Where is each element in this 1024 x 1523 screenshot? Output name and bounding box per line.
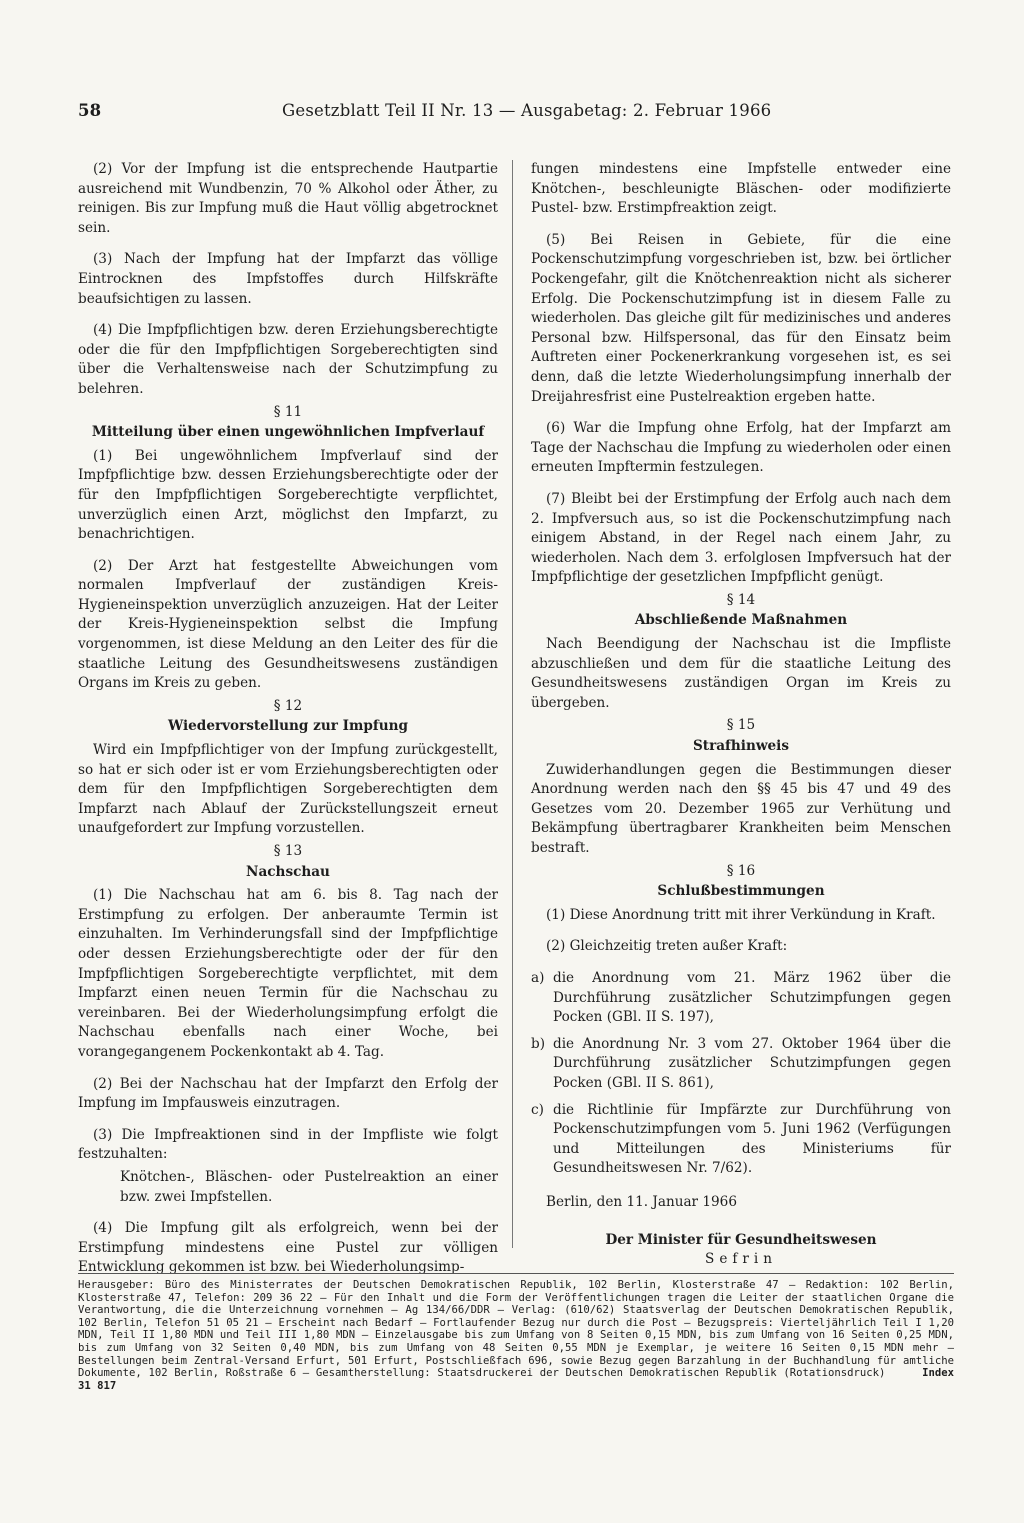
paragraph: (1) Die Nachschau hat am 6. bis 8. Tag nach der Erstimpfung zu erfolgen. Der anberaumte Termin ist einzuhalten. Im Verhinderungsfall sind der Impfpflichtige oder dessen Erziehungsberechtigte oder der für den Impfpflichtigen Sorgeberechtigte verpflichtet, mit dem Impfarzt einen neuen Termin für die Nachschau zu vereinbaren. Bei der Wiederholungsimpfung erfolgt die Nachschau ebenfalls nach einer Woche, bei vorangegangenem Pockenkontakt ab 4. Tag. [78, 887, 498, 1060]
section-number: § 16 [726, 862, 756, 879]
section-number: § 13 [273, 843, 303, 859]
list-item [531, 969, 951, 1028]
paragraph: Wird ein Impfpflichtiger von der Impfung zurückgestellt, so hat er sich oder ist er vom Erziehungsberechtigten oder dem für den Impfpflichtigen Sorgeberechtigten dem Impfarzt nach Ablauf der Zurückstellungszeit erneut unaufgefordert zur Impfung vorzustellen. [78, 742, 498, 837]
list-marker: a) [531, 969, 545, 986]
section-number: § 11 [273, 403, 303, 420]
publisher-imprint [78, 1273, 954, 1392]
column-divider [512, 160, 513, 1248]
paragraph: (2) Der Arzt hat festgestellte Abweichungen vom normalen Impfverlauf der zuständigen Kreis-Hygieneinspektion unverzüglich anzuzeigen. Hat der Leiter der Kreis-Hygieneinspektion selbst die Impfung vorgenommen, ist diese Meldung an den Leiter des für die staatliche Leitung des Gesundheitswesens zuständigen Organs im Kreis zu geben. [78, 557, 498, 692]
paragraph: (3) Nach der Impfung hat der Impfarzt das völlige Eintrocknen des Impfstoffes durch Hilfskräfte beaufsichtigen zu lassen. [78, 251, 498, 307]
index-number: Index 31 817 [78, 1367, 954, 1392]
section-title: Nachschau [246, 863, 330, 880]
paragraph: (1) Diese Anordnung tritt mit ihrer Verkündung in Kraft. [546, 906, 936, 923]
paragraph: (4) Die Impfung gilt als erfolgreich, wenn bei der Erstimpfung mindestens eine Pustel zur völligen Entwicklung gekommen ist bzw. bei Wiederholungsimp- [78, 1220, 498, 1276]
section-number: § 14 [726, 591, 756, 608]
section-title: Abschließende Maßnahmen [634, 612, 848, 629]
page-number: 58 [78, 101, 102, 120]
paragraph: Nach Beendigung der Nachschau ist die Impfliste abzuschließen und dem für die staatliche Leitung des Gesundheitswesens zuständigen Organ im Kreis zu übergeben. [531, 636, 951, 711]
right-column [531, 160, 951, 1270]
dateline: Berlin, den 11. Januar 1966 [546, 1193, 737, 1210]
paragraph: (6) War die Impfung ohne Erfolg, hat der Impfarzt am Tage der Nachschau die Impfung zu wiederholen oder einen erneuten Impftermin festzulegen. [531, 420, 951, 476]
header-title: Gesetzblatt Teil II Nr. 13 — Ausgabetag: 2. Februar 1966 [282, 101, 772, 120]
repeal-list [531, 969, 951, 1179]
list-marker: b) [531, 1035, 546, 1052]
list-marker: c) [531, 1101, 544, 1118]
list-text: die Anordnung Nr. 3 vom 27. Oktober 1964 über die Durchführung zusätzlicher Schutzimpfungen gegen Pocken (GBl. II S. 861), [553, 1035, 951, 1091]
paragraph: Zuwiderhandlungen gegen die Bestimmungen dieser Anordnung werden nach den §§ 45 bis 47 und 49 des Gesetzes vom 20. Dezember 1965 zur Verhütung und Bekämpfung übertragbarer Krankheiten beim Menschen bestraft. [531, 761, 951, 856]
quoted-text: Knötchen-, Bläschen- oder Pustelreaktion an einer bzw. zwei Impfstellen. [120, 1168, 498, 1205]
paragraph: (5) Bei Reisen in Gebiete, für die eine Pockenschutzimpfung vorgeschrieben ist, bzw. bei örtlicher Pockengefahr, gilt die Knötchenreaktion nicht als sicherer Erfolg. Die Pockenschutzimpfung ist in diesem Falle zu wiederholen. Das gleiche gilt für medizinisches und anderes Personal bzw. Hilfspersonal, das für den Einsatz beim Auftreten einer Pockenerkrankung vorgesehen ist, es sei denn, daß die letzte Wiederholungsimpfung innerhalb der Dreijahresfrist eine Pustelreaktion ergeben hatte. [531, 231, 951, 405]
section-title: Mitteilung über einen ungewöhnlichen Impfverlauf [91, 424, 485, 441]
paragraph: (7) Bleibt bei der Erstimpfung der Erfolg auch nach dem 2. Impfversuch aus, so ist die Pockenschutzimpfung nach einigem Abstand, in der Regel nach einem Jahr, zu wiederholen. Nach dem 3. erfolglosen Impfversuch hat der Impfpflichtige der gesetzlichen Impfpflicht genügt. [531, 490, 951, 586]
paragraph: (1) Bei ungewöhnlichem Impfverlauf sind der Impfpflichtige bzw. dessen Erziehungsberechtigte oder der für den Impfpflichtigen Sorgeberechtigte verpflichtet, unverzüglich einen Arzt, möglichst den Impfarzt, zu benachrichtigen. [78, 447, 498, 543]
signer-name: Sefrin [705, 1251, 777, 1268]
list-item [531, 1101, 951, 1179]
left-column [78, 160, 498, 1290]
list-item [531, 1035, 951, 1094]
imprint-text: Herausgeber: Büro des Ministerrates der Deutschen Demokratischen Republik, 102 Berlin, Klosterstraße 47 — Redaktion: 102 Berlin, Klosterstraße 47, Telefon: 209 36 22 — Für den Inhalt und die Form der Veröffentlichungen tragen die Leiter der staatlichen Organe die Verantwortung, die die Unterzeichnung vornehmen — Ag 134/66/DDR — Verlag: (610/62) Staatsverlag der Deutschen Demokratischen Republik, 102 Berlin, Telefon 51 05 21 — Erscheint nach Bedarf — Fortlaufender Bezug nur durch die Post — Bezugspreis: Vierteljährlich Teil I 1,20 MDN, Teil II 1,80 MDN und Teil III 1,80 MDN — Einzelausgabe bis zum Umfang von 8 Seiten 0,15 MDN, bis zum Umfang von 16 Seiten 0,25 MDN, bis zum Umfang von 32 Seiten 0,40 MDN, bis zum Umfang von 48 Seiten 0,55 MDN je Exemplar, je weitere 16 Seiten 0,15 MDN mehr — Bestellungen beim Zentral-Versand Erfurt, 501 Erfurt, Postschließfach 696, sowie Bezug gegen Barzahlung in der Buchhandlung für amtliche Dokumente, 102 Berlin, Roßstraße 6 — Gesamtherstellung: Staatsdruckerei der Deutschen Demokratischen Republik (Rotationsdruck) [78, 1279, 954, 1380]
paragraph: (2) Bei der Nachschau hat der Impfarzt den Erfolg der Impfung im Impfausweis einzutragen. [78, 1075, 498, 1112]
paragraph: (4) Die Impfpflichtigen bzw. deren Erziehungsberechtigte oder die für den Impfpflichtigen Sorgeberechtigten sind über die Verhaltensweise nach der Schutzimpfung zu belehren. [78, 322, 498, 397]
paragraph: (3) Die Impfreaktionen sind in der Impfliste wie folgt festzuhalten: [78, 1126, 498, 1163]
paragraph: fungen mindestens eine Impfstelle entweder eine Knötchen-, beschleunigte Bläschen- oder modifizierte Pustel- bzw. Erstimpfreaktion zeigt. [531, 161, 951, 217]
section-title: Wiedervorstellung zur Impfung [167, 718, 409, 735]
section-number: § 12 [273, 697, 303, 714]
list-text: die Richtlinie für Impfärzte zur Durchführung von Pockenschutzimpfungen vom 5. Juni 1962 (Verfügungen und Mitteilungen des Ministeriums für Gesundheitswesen Nr. 7/62). [553, 1101, 951, 1177]
paragraph: (2) Vor der Impfung ist die entsprechende Hautpartie ausreichend mit Wundbenzin, 70 % Alkohol oder Äther, zu reinigen. Bis zur Impfung muß die Haut völlig abgetrocknet sein. [78, 161, 498, 236]
section-number: § 15 [726, 717, 756, 734]
paragraph: (2) Gleichzeitig treten außer Kraft: [546, 938, 788, 955]
list-text: die Anordnung vom 21. März 1962 über die Durchführung zusätzlicher Schutzimpfungen gegen Pocken (GBl. II S. 197), [553, 969, 951, 1026]
section-title: Strafhinweis [692, 738, 789, 755]
section-title: Schlußbestimmungen [657, 883, 825, 900]
minister-title: Der Minister für Gesundheitswesen [605, 1231, 877, 1248]
